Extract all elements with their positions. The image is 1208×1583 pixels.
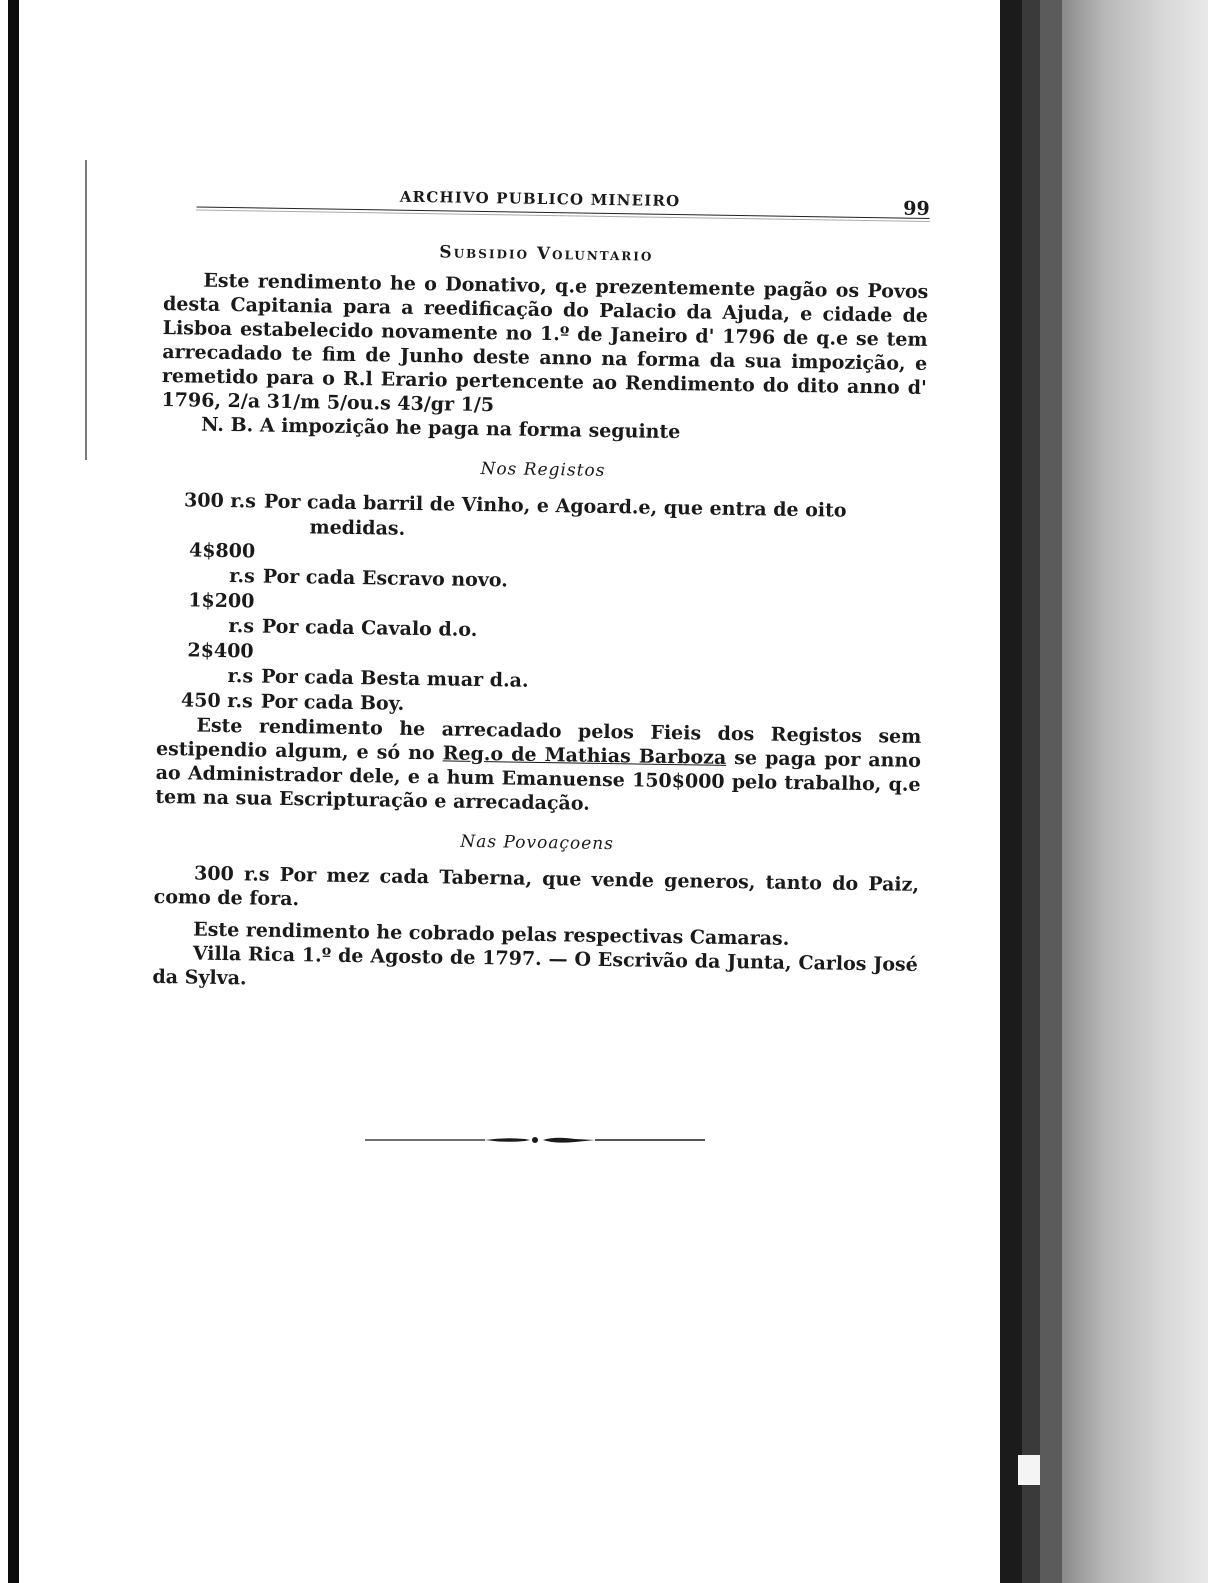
registos-paragraph-start: Este rendimento he arrecadado pelos Fieis dos Registos sem estipendio algum, e só no	[155, 714, 922, 765]
header-rule	[197, 206, 930, 219]
book-spine-shadow-2	[1022, 0, 1040, 1583]
rate-text: Por cada barril de Vinho, e Agoard.e, que entra de oito	[263, 490, 847, 522]
registos-list	[157, 488, 925, 725]
book-spine-shadow-3	[1040, 0, 1062, 1583]
rate-amount: 1$200 r.s	[188, 589, 255, 638]
rate-text: Por cada Escravo novo.	[262, 565, 508, 592]
adjacent-page-edge	[1062, 0, 1208, 1583]
left-margin-mark	[85, 160, 87, 460]
book-spine-shadow	[1000, 0, 1022, 1583]
running-title: ARCHIVO PUBLICO MINEIRO	[399, 187, 681, 211]
rate-text: Por cada Cavalo d.o.	[261, 615, 478, 641]
section-title: Subsidio Voluntario	[439, 242, 654, 266]
rate-amount: 300 r.s	[183, 489, 257, 513]
paper-tab	[1018, 1455, 1040, 1485]
taberna-text: Por mez cada Taberna, que vende generos, tanto do Paiz, como de fora.	[153, 863, 920, 911]
ornament-dot	[532, 1137, 538, 1143]
povoacoens-heading: Nas Povoaçoens	[460, 831, 615, 855]
rate-amount: 2$400 r.s	[187, 639, 254, 688]
rate-amount: 4$800 r.s	[188, 539, 256, 588]
signature-line: Villa Rica 1.º de Agosto de 1797. — O Escrivão da Junta, Carlos José da Sylva.	[152, 942, 918, 990]
underlined-registo-name: Reg.o de Mathias Barboza	[442, 742, 727, 769]
end-ornament	[365, 1133, 705, 1147]
taberna-amount: 300 r.s	[193, 862, 270, 886]
ornament-right-swell	[543, 1138, 595, 1143]
registos-paragraph	[155, 713, 921, 821]
registos-heading: Nos Registos	[480, 458, 606, 481]
left-page-edge	[8, 0, 19, 1583]
rate-text: Por cada Besta muar d.a.	[261, 665, 529, 692]
collected-line: Este rendimento he cobrado pelas respectivas Camaras.	[193, 918, 790, 950]
intro-paragraph: Este rendimento he o Donativo, q.e prezentemente pagão os Povos desta Capitania para a reedificação do Palacio da Ajuda, e cidade de Lisboa estabelecido novamente no 1.º de Janeiro d' 1796 de q.e se tem arrecadado te fim de Junho deste anno na forma da sua impozição, e remetido para o R.l Erario pertencente ao Rendimento do dito anno d' 1796, 2/a 31/m 5/ou.s 43/gr 1/5	[161, 269, 929, 417]
nb-line: N. B. A impozição he paga na forma seguinte	[200, 413, 681, 444]
rate-amount: 450 r.s	[180, 689, 253, 713]
page-number: 99	[903, 197, 930, 221]
rate-continuation: medidas.	[309, 516, 406, 540]
rate-text: Por cada Boy.	[260, 690, 405, 715]
registos-paragraph-end: se paga por anno ao Administrador dele, e a hum Emanuense 150$000 pelo trabalho, q.e tem na sua Escripturação e arrecadação.	[155, 746, 922, 815]
page-text	[152, 180, 930, 1001]
